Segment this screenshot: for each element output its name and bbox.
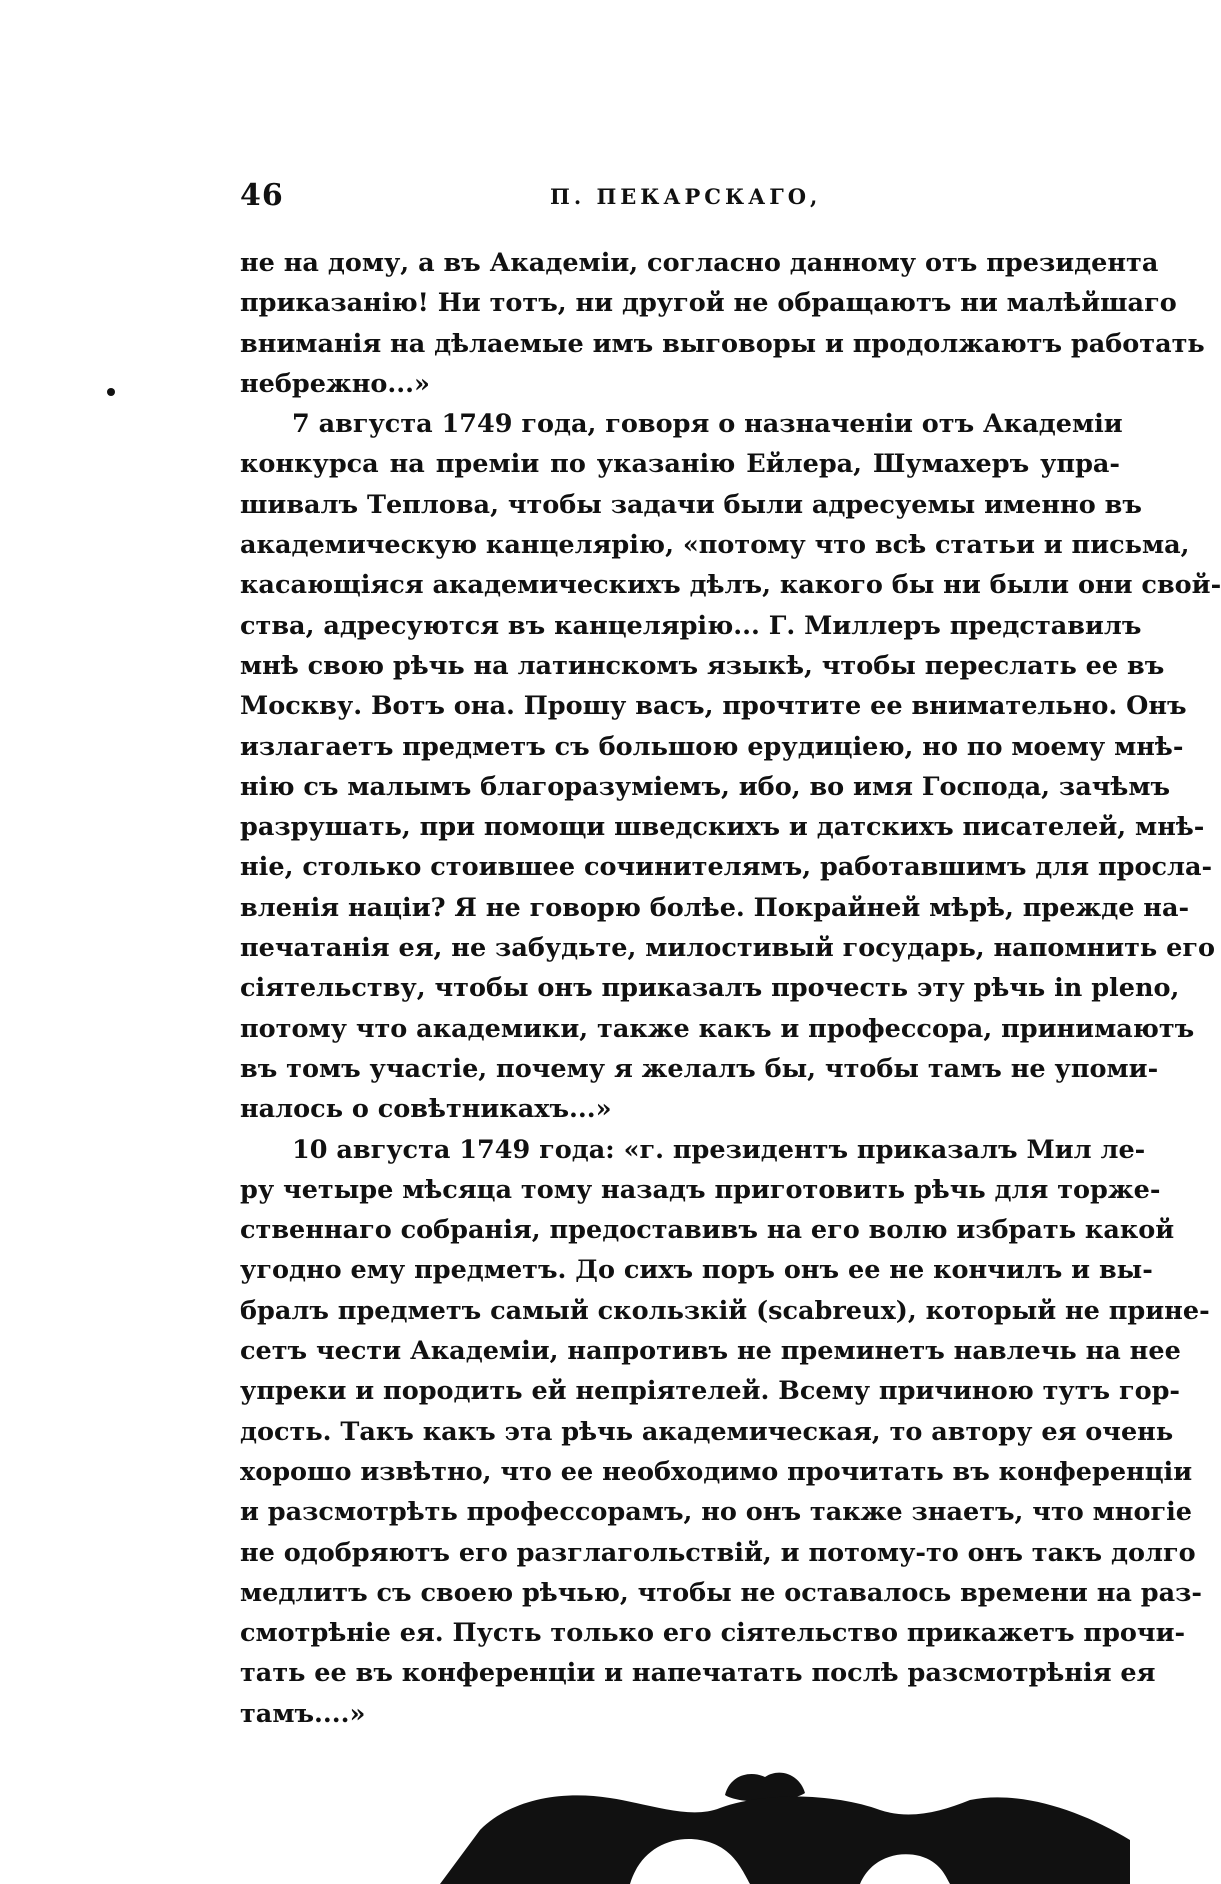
- text-line: конкурса на преміи по указанію Ейлера, Шумахеръ упра-: [240, 449, 1120, 480]
- text-line: небрежно...»: [240, 368, 430, 399]
- text-line: ру четыре мѣсяца тому назадъ приготовить рѣчь для торже-: [240, 1174, 1161, 1205]
- text-line: касающіяся академическихъ дѣлъ, какого бы ни были они свой-: [240, 570, 1221, 601]
- text-line: тамъ....»: [240, 1698, 366, 1729]
- text-line: ства, адресуются въ канцелярію... Г. Миллеръ представилъ: [240, 610, 1142, 641]
- text-line: тать ее въ конференціи и напечатать послѣ разсмотрѣнія ея: [240, 1658, 1156, 1689]
- margin-mark: [107, 388, 115, 396]
- text-line: въ томъ участіе, почему я желалъ бы, чтобы тамъ не упоми-: [240, 1053, 1159, 1084]
- text-line: дость. Такъ какъ эта рѣчь академическая, то автору ея очень: [240, 1416, 1174, 1447]
- running-head: П. ПЕКАРСКАГО,: [550, 184, 822, 209]
- text-line: шивалъ Теплова, чтобы задачи были адресуемы именно въ: [240, 489, 1142, 520]
- text-line: хорошо извѣтно, что ее необходимо прочитать въ конференціи: [240, 1456, 1193, 1487]
- text-line: упреки и породить ей непріятелей. Всему причиною тутъ гор-: [240, 1376, 1181, 1407]
- text-line: налось о совѣтникахъ...»: [240, 1094, 612, 1125]
- text-line: печатанія ея, не забудьте, милостивый государь, напомнить его: [240, 933, 1215, 964]
- text-line: мнѣ свою рѣчь на латинскомъ языкѣ, чтобы переслать ее въ: [240, 650, 1165, 681]
- text-line: вниманія на дѣлаемые имъ выговоры и продолжаютъ работать: [240, 328, 1205, 359]
- text-line: не одобряютъ его разглагольствій, и потому-то онъ такъ долго: [240, 1537, 1196, 1568]
- text-line: потому что академики, также какъ и профессора, принимаютъ: [240, 1013, 1195, 1044]
- text-line: вленія націи? Я не говорю болѣе. Покрайней мѣрѣ, прежде на-: [240, 892, 1190, 923]
- text-line: 7 августа 1749 года, говоря о назначеніи отъ Академіи: [292, 409, 1123, 440]
- text-line: приказанію! Ни тотъ, ни другой не обращаютъ ни малѣйшаго: [240, 288, 1177, 319]
- text-line: нію съ малымъ благоразуміемъ, ибо, во имя Господа, зачѣмъ: [240, 771, 1171, 802]
- text-line: не на дому, а въ Академіи, согласно данному отъ президента: [240, 248, 1159, 278]
- text-line: излагаетъ предметъ съ большою ерудиціею, но по моему мнѣ-: [240, 731, 1184, 762]
- text-line: сіятельству, чтобы онъ приказалъ прочесть эту рѣчь in pleno,: [240, 973, 1180, 1004]
- page-number: 46: [240, 178, 284, 213]
- ink-stain: [440, 1790, 1130, 1884]
- text-line: и разсмотрѣть профессорамъ, но онъ также знаетъ, что многіе: [240, 1497, 1193, 1528]
- text-line: сетъ чести Академіи, напротивъ не преминетъ навлечь на нее: [240, 1336, 1181, 1367]
- body-text: [240, 243, 1221, 1734]
- text-line: медлитъ съ своею рѣчью, чтобы не оставалось времени на раз-: [240, 1577, 1202, 1608]
- text-line: разрушать, при помощи шведскихъ и датскихъ писателей, мнѣ-: [240, 812, 1205, 843]
- text-line: академическую канцелярію, «потому что всѣ статьи и письма,: [240, 530, 1190, 561]
- text-line: бралъ предметъ самый скользкій (scabreux), который не прине-: [240, 1295, 1210, 1326]
- text-line: ніе, столько стоившее сочинителямъ, работавшимъ для просла-: [240, 852, 1213, 883]
- text-line: 10 августа 1749 года: «г. президентъ приказалъ Мил ле-: [292, 1134, 1146, 1165]
- page-header: [240, 178, 1120, 218]
- text-line: угодно ему предметъ. До сихъ поръ онъ ее не кончилъ и вы-: [240, 1255, 1153, 1286]
- text-line: смотрѣніе ея. Пусть только его сіятельство прикажетъ прочи-: [240, 1618, 1186, 1649]
- text-line: ственнаго собранія, предоставивъ на его волю избрать какой: [240, 1215, 1175, 1246]
- text-line: Москву. Вотъ она. Прошу васъ, прочтите ее внимательно. Онъ: [240, 691, 1187, 722]
